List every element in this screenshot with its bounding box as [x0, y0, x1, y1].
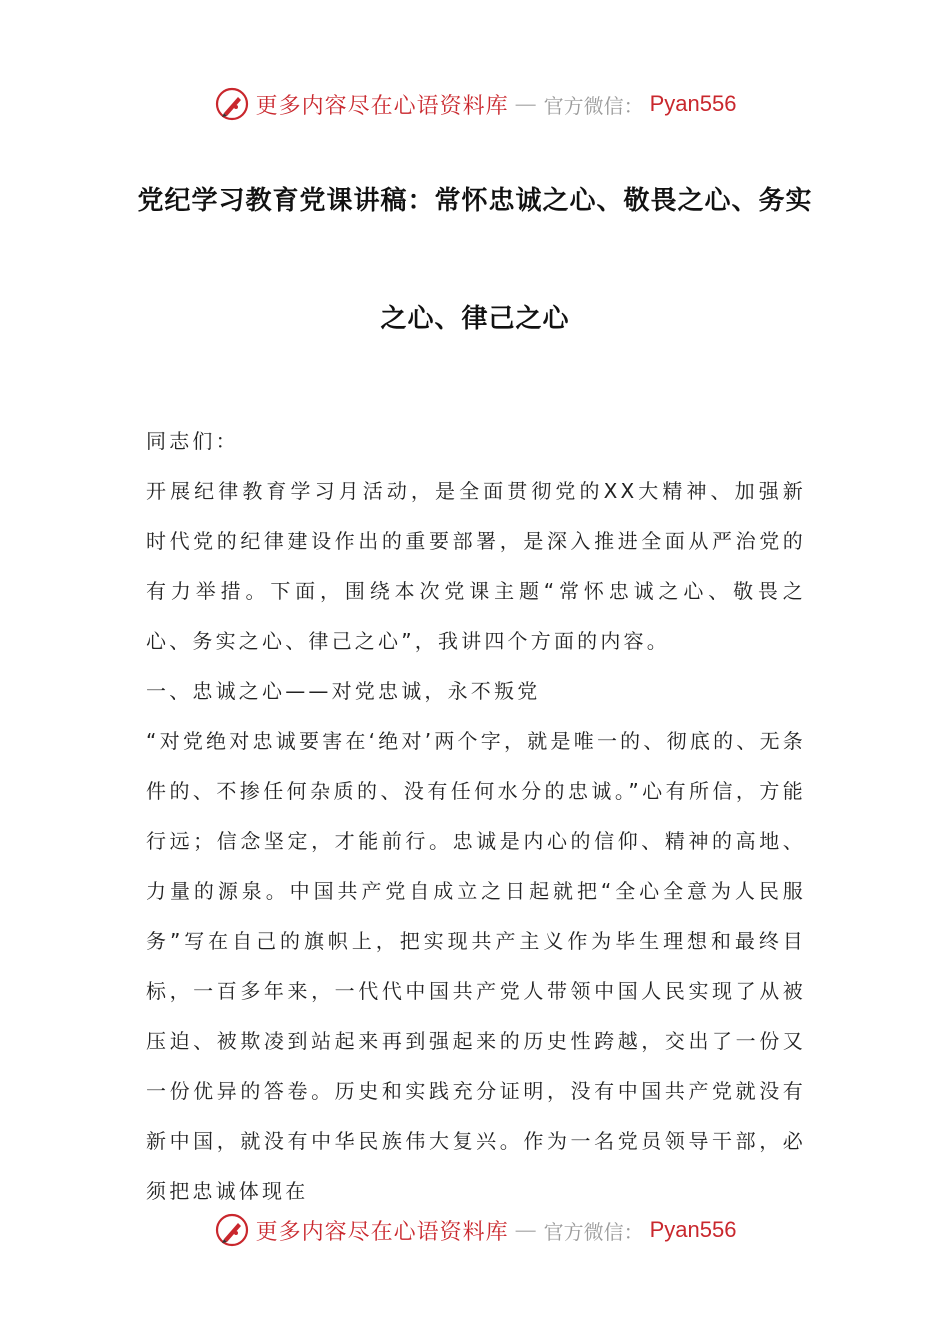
banner-wechat-id: Pyan556 — [649, 91, 737, 116]
banner-wechat-id: Pyan556 — [649, 1217, 737, 1242]
pen-logo-icon — [214, 1212, 250, 1248]
banner-separator: — — [514, 91, 538, 117]
banner-slogan: 更多内容尽在心语资料库 — [255, 1219, 509, 1245]
banner-wechat-label: 官方微信： — [543, 93, 644, 118]
salutation: 同志们： — [146, 429, 239, 453]
banner-wechat-label: 官方微信： — [543, 1219, 644, 1244]
document-body — [146, 416, 806, 1216]
document-title-line1: 党纪学习教育党课讲稿：常怀忠诚之心、敬畏之心、务实 — [137, 186, 813, 216]
footer-banner — [0, 1210, 950, 1250]
section-paragraph: “对党绝对忠诚要害在‘绝对’两个字，就是唯一的、彻底的、无条件的、不掺任何杂质的、没有任何水分的忠诚。”心有所信，方能行远；信念坚定，才能前行。忠诚是内心的信仰、精神的高地、力量的源泉。中国共产党自成立之日起就把“全心全意为人民服务”写在自己的旗帜上，把实现共产主义作为毕生理想和最终目标，一百多年来，一代代中国共产党人带领中国人民实现了从被压迫、被欺凌到站起来再到强起来的历史性跨越，交出了一份又一份优异的答卷。历史和实践充分证明，没有中国共产党就没有新中国，就没有中华民族伟大复兴。作为一名党员领导干部，必须把忠诚体现在 — [146, 729, 806, 1203]
section-heading: 一、忠诚之心——对党忠诚，永不叛党 — [146, 679, 541, 703]
header-banner — [0, 84, 950, 124]
intro-paragraph: 开展纪律教育学习月活动，是全面贯彻党的XX大精神、加强新时代党的纪律建设作出的重要部署，是深入推进全面从严治党的有力举措。下面，围绕本次党课主题“常怀忠诚之心、敬畏之心、务实之心、律己之心”，我讲四个方面的内容。 — [146, 479, 806, 653]
document-title-line2: 之心、律己之心 — [380, 304, 570, 334]
banner-separator: — — [514, 1217, 538, 1243]
banner-slogan: 更多内容尽在心语资料库 — [255, 93, 509, 119]
pen-logo-icon — [214, 86, 250, 122]
